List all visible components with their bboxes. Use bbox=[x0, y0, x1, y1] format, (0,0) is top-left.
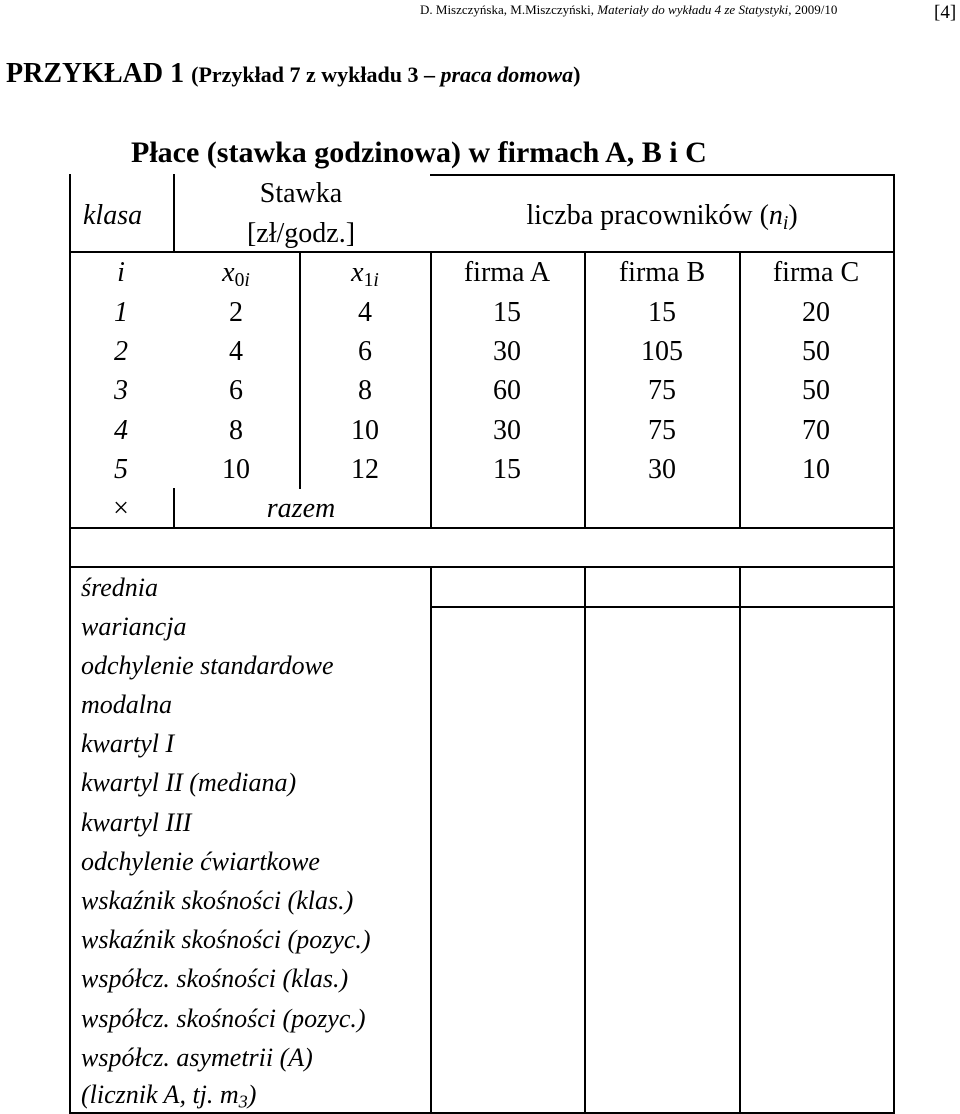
stat-label: współcz. asymetrii (A) bbox=[81, 1043, 313, 1072]
example-title bbox=[6, 58, 580, 90]
cell-firma-c: 70 bbox=[802, 415, 830, 446]
cell-firma-c: 50 bbox=[802, 375, 830, 406]
cell-firma-b: 75 bbox=[648, 375, 676, 406]
liczba-sub-i: i bbox=[782, 212, 789, 234]
times-icon: × bbox=[113, 493, 129, 524]
grid-line bbox=[893, 174, 895, 1114]
grid-line bbox=[69, 527, 895, 529]
cell-x0: 6 bbox=[229, 375, 243, 406]
stat-label: kwartyl I bbox=[81, 729, 175, 758]
cell-firma-a: 15 bbox=[493, 297, 521, 328]
col-header-stawka-line2: [zł/godz.] bbox=[246, 218, 356, 249]
last-stat-suffix: ) bbox=[247, 1080, 257, 1109]
stat-label: średnia bbox=[81, 573, 159, 602]
stat-label: odchylenie standardowe bbox=[81, 651, 334, 680]
table-caption: Płace (stawka godzinowa) w firmach A, B i C bbox=[131, 136, 707, 169]
x1-base: x bbox=[351, 257, 364, 288]
cell-i: 1 bbox=[114, 297, 128, 328]
grid-line bbox=[584, 566, 586, 1114]
cell-firma-c: 10 bbox=[802, 454, 830, 485]
header-title: Materiały do wykładu 4 ze Statystyki bbox=[597, 2, 789, 17]
col-header-firma-b: firma B bbox=[618, 257, 706, 288]
grid-line bbox=[173, 174, 175, 252]
stat-label: modalna bbox=[81, 690, 172, 719]
x0-sub-num: 0 bbox=[234, 269, 245, 291]
header-year: , 2009/10 bbox=[788, 2, 838, 17]
cell-x0: 8 bbox=[229, 415, 243, 446]
liczba-prefix: liczba pracowników ( bbox=[526, 200, 769, 231]
col-header-i: i bbox=[117, 257, 125, 288]
cell-i: 3 bbox=[114, 375, 128, 406]
stat-label-last bbox=[81, 1080, 257, 1112]
cell-firma-a: 15 bbox=[493, 454, 521, 485]
running-header bbox=[420, 2, 890, 18]
cell-x1: 8 bbox=[358, 375, 372, 406]
example-note-suffix: ) bbox=[573, 62, 581, 87]
stat-label: odchylenie ćwiartkowe bbox=[81, 847, 320, 876]
example-note-prefix: (Przykład 7 z wykładu 3 – bbox=[191, 62, 435, 87]
header-authors: D. Miszczyńska, M.Miszczyński, bbox=[420, 2, 595, 17]
grid-line bbox=[739, 251, 741, 527]
last-stat-prefix: (licznik A, tj. bbox=[81, 1080, 220, 1109]
x1-sub-num: 1 bbox=[363, 269, 374, 291]
grid-line bbox=[173, 488, 175, 528]
page-number: [4] bbox=[934, 2, 957, 23]
cell-firma-b: 105 bbox=[641, 336, 683, 367]
stat-label: wskaźnik skośności (klas.) bbox=[81, 886, 354, 915]
x0-base: x bbox=[222, 257, 235, 288]
liczba-suffix: ) bbox=[788, 200, 798, 231]
stat-label: współcz. skośności (pozyc.) bbox=[81, 1004, 366, 1033]
cell-x0: 4 bbox=[229, 336, 243, 367]
cell-x1: 10 bbox=[351, 415, 379, 446]
col-header-x0 bbox=[222, 257, 250, 291]
cell-firma-b: 75 bbox=[648, 415, 676, 446]
stat-label: wariancja bbox=[81, 612, 187, 641]
col-header-x1 bbox=[351, 257, 379, 291]
grid-line bbox=[430, 174, 895, 176]
cell-i: 5 bbox=[114, 454, 128, 485]
col-header-stawka-line1: Stawka bbox=[259, 178, 343, 209]
last-stat-m: m bbox=[219, 1080, 239, 1109]
grid-line bbox=[69, 251, 895, 253]
cell-x1: 4 bbox=[358, 297, 372, 328]
stat-label: kwartyl III bbox=[81, 808, 192, 837]
example-note-italic: praca domowa bbox=[440, 62, 574, 87]
cell-x1: 6 bbox=[358, 336, 372, 367]
stat-label: współcz. skośności (klas.) bbox=[81, 964, 349, 993]
grid-line bbox=[739, 566, 741, 1114]
cell-firma-a: 30 bbox=[493, 336, 521, 367]
cell-x0: 10 bbox=[222, 454, 250, 485]
example-heading: PRZYKŁAD 1 bbox=[6, 58, 185, 89]
col-header-liczba bbox=[526, 200, 798, 234]
cell-x0: 2 bbox=[229, 297, 243, 328]
cell-firma-a: 30 bbox=[493, 415, 521, 446]
cell-firma-b: 15 bbox=[648, 297, 676, 328]
cell-firma-a: 60 bbox=[493, 375, 521, 406]
grid-line bbox=[430, 566, 432, 1114]
example-note bbox=[191, 62, 580, 87]
cell-i: 4 bbox=[114, 415, 128, 446]
x0-sub-i: i bbox=[244, 269, 250, 291]
cell-firma-c: 20 bbox=[802, 297, 830, 328]
total-label: razem bbox=[266, 493, 336, 524]
col-header-klasa: klasa bbox=[83, 200, 143, 231]
grid-line bbox=[584, 251, 586, 527]
col-header-firma-c: firma C bbox=[772, 257, 860, 288]
stat-label: wskaźnik skośności (pozyc.) bbox=[81, 925, 371, 954]
liczba-n: n bbox=[768, 200, 783, 231]
grid-line bbox=[299, 251, 301, 489]
cell-i: 2 bbox=[114, 336, 128, 367]
grid-line bbox=[430, 251, 432, 527]
cell-x1: 12 bbox=[351, 454, 379, 485]
cell-firma-b: 30 bbox=[648, 454, 676, 485]
grid-line bbox=[69, 566, 895, 568]
x1-sub-i: i bbox=[373, 269, 379, 291]
last-stat-sub: 3 bbox=[238, 1091, 248, 1112]
grid-line bbox=[69, 174, 71, 1114]
stat-label: kwartyl II (mediana) bbox=[81, 768, 297, 797]
col-header-firma-a: firma A bbox=[463, 257, 551, 288]
cell-firma-c: 50 bbox=[802, 336, 830, 367]
grid-line bbox=[430, 606, 895, 608]
